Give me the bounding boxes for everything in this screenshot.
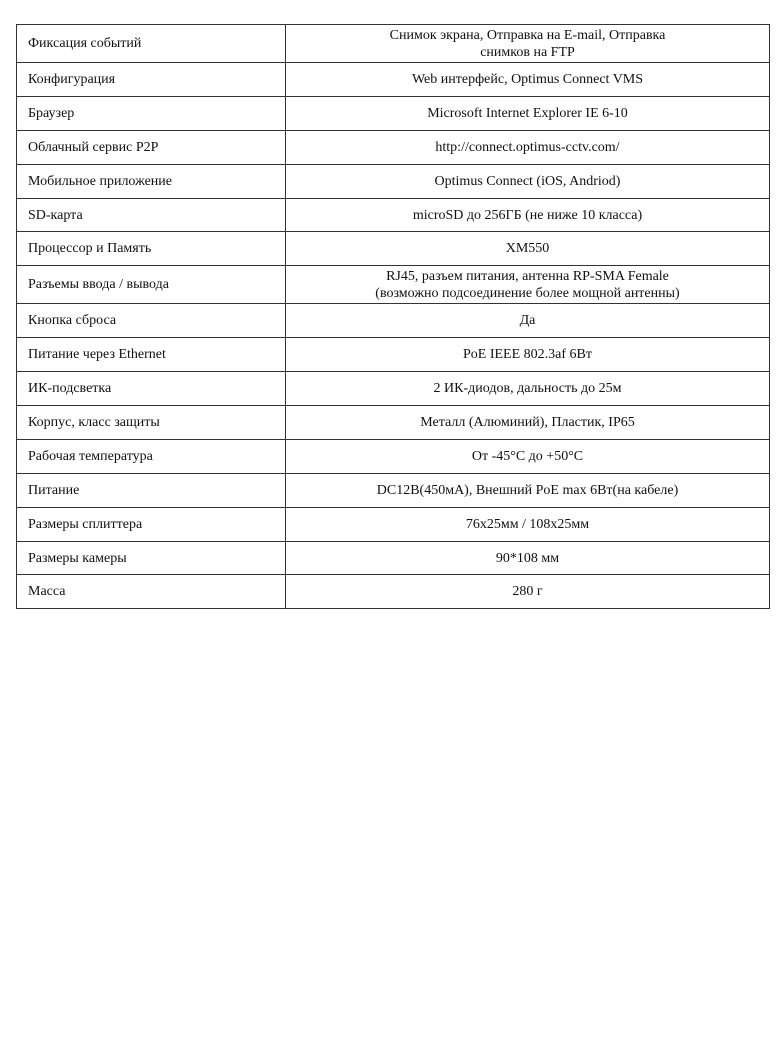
- row-value-line: Снимок экрана, Отправка на E-mail, Отправка: [389, 27, 666, 43]
- row-value: microSD до 256ГБ (не ниже 10 класса): [286, 198, 770, 232]
- row-value: От -45°C до +50°C: [286, 439, 770, 473]
- table-row: [17, 575, 770, 609]
- row-value: Microsoft Internet Explorer IE 6-10: [286, 96, 770, 130]
- row-value: DC12В(450мА), Внешний PoE max 6Вт(на кабеле): [286, 473, 770, 507]
- row-value: 280 г: [286, 575, 770, 609]
- row-label: Разъемы ввода / вывода: [17, 266, 286, 304]
- row-label: Конфигурация: [17, 63, 286, 97]
- row-value: 76x25мм / 108x25мм: [286, 507, 770, 541]
- row-value-line: снимков на FTP: [480, 44, 575, 60]
- row-value: PoE IEEE 802.3af 6Вт: [286, 338, 770, 372]
- row-label: Размеры камеры: [17, 541, 286, 575]
- table-row: [17, 164, 770, 198]
- table-row: [17, 63, 770, 97]
- spec-table: [16, 24, 770, 609]
- table-row: [17, 473, 770, 507]
- table-row: [17, 507, 770, 541]
- table-row: [17, 130, 770, 164]
- row-label: Кнопка сброса: [17, 304, 286, 338]
- row-value: Web интерфейс, Optimus Connect VMS: [286, 63, 770, 97]
- row-value: Да: [286, 304, 770, 338]
- table-row: [17, 198, 770, 232]
- row-value: Optimus Connect (iOS, Andriod): [286, 164, 770, 198]
- table-row: [17, 541, 770, 575]
- row-value: 2 ИК-диодов, дальность до 25м: [286, 372, 770, 406]
- row-value: [286, 266, 770, 304]
- row-label: Размеры сплиттера: [17, 507, 286, 541]
- table-row: [17, 406, 770, 440]
- table-row: [17, 304, 770, 338]
- row-label: Масса: [17, 575, 286, 609]
- row-value-line: (возможно подсоединение более мощной антенны): [375, 285, 680, 301]
- row-label: Браузер: [17, 96, 286, 130]
- row-value: http://connect.optimus-cctv.com/: [286, 130, 770, 164]
- row-value: 90*108 мм: [286, 541, 770, 575]
- row-value: Металл (Алюминий), Пластик, IP65: [286, 406, 770, 440]
- row-label: Мобильное приложение: [17, 164, 286, 198]
- table-row: [17, 266, 770, 304]
- row-label: Процессор и Память: [17, 232, 286, 266]
- row-value: XM550: [286, 232, 770, 266]
- table-row: [17, 372, 770, 406]
- row-label: Питание: [17, 473, 286, 507]
- table-row: [17, 232, 770, 266]
- row-label: Корпус, класс защиты: [17, 406, 286, 440]
- table-row: [17, 439, 770, 473]
- table-row: [17, 25, 770, 63]
- row-label: Питание через Ethernet: [17, 338, 286, 372]
- row-label: Облачный сервис P2P: [17, 130, 286, 164]
- row-value: [286, 25, 770, 63]
- table-row: [17, 96, 770, 130]
- table-row: [17, 338, 770, 372]
- row-value-line: RJ45, разъем питания, антенна RP-SMA Female: [386, 268, 669, 284]
- row-label: Рабочая температура: [17, 439, 286, 473]
- row-label: Фиксация событий: [17, 25, 286, 63]
- row-label: ИК-подсветка: [17, 372, 286, 406]
- row-label: SD-карта: [17, 198, 286, 232]
